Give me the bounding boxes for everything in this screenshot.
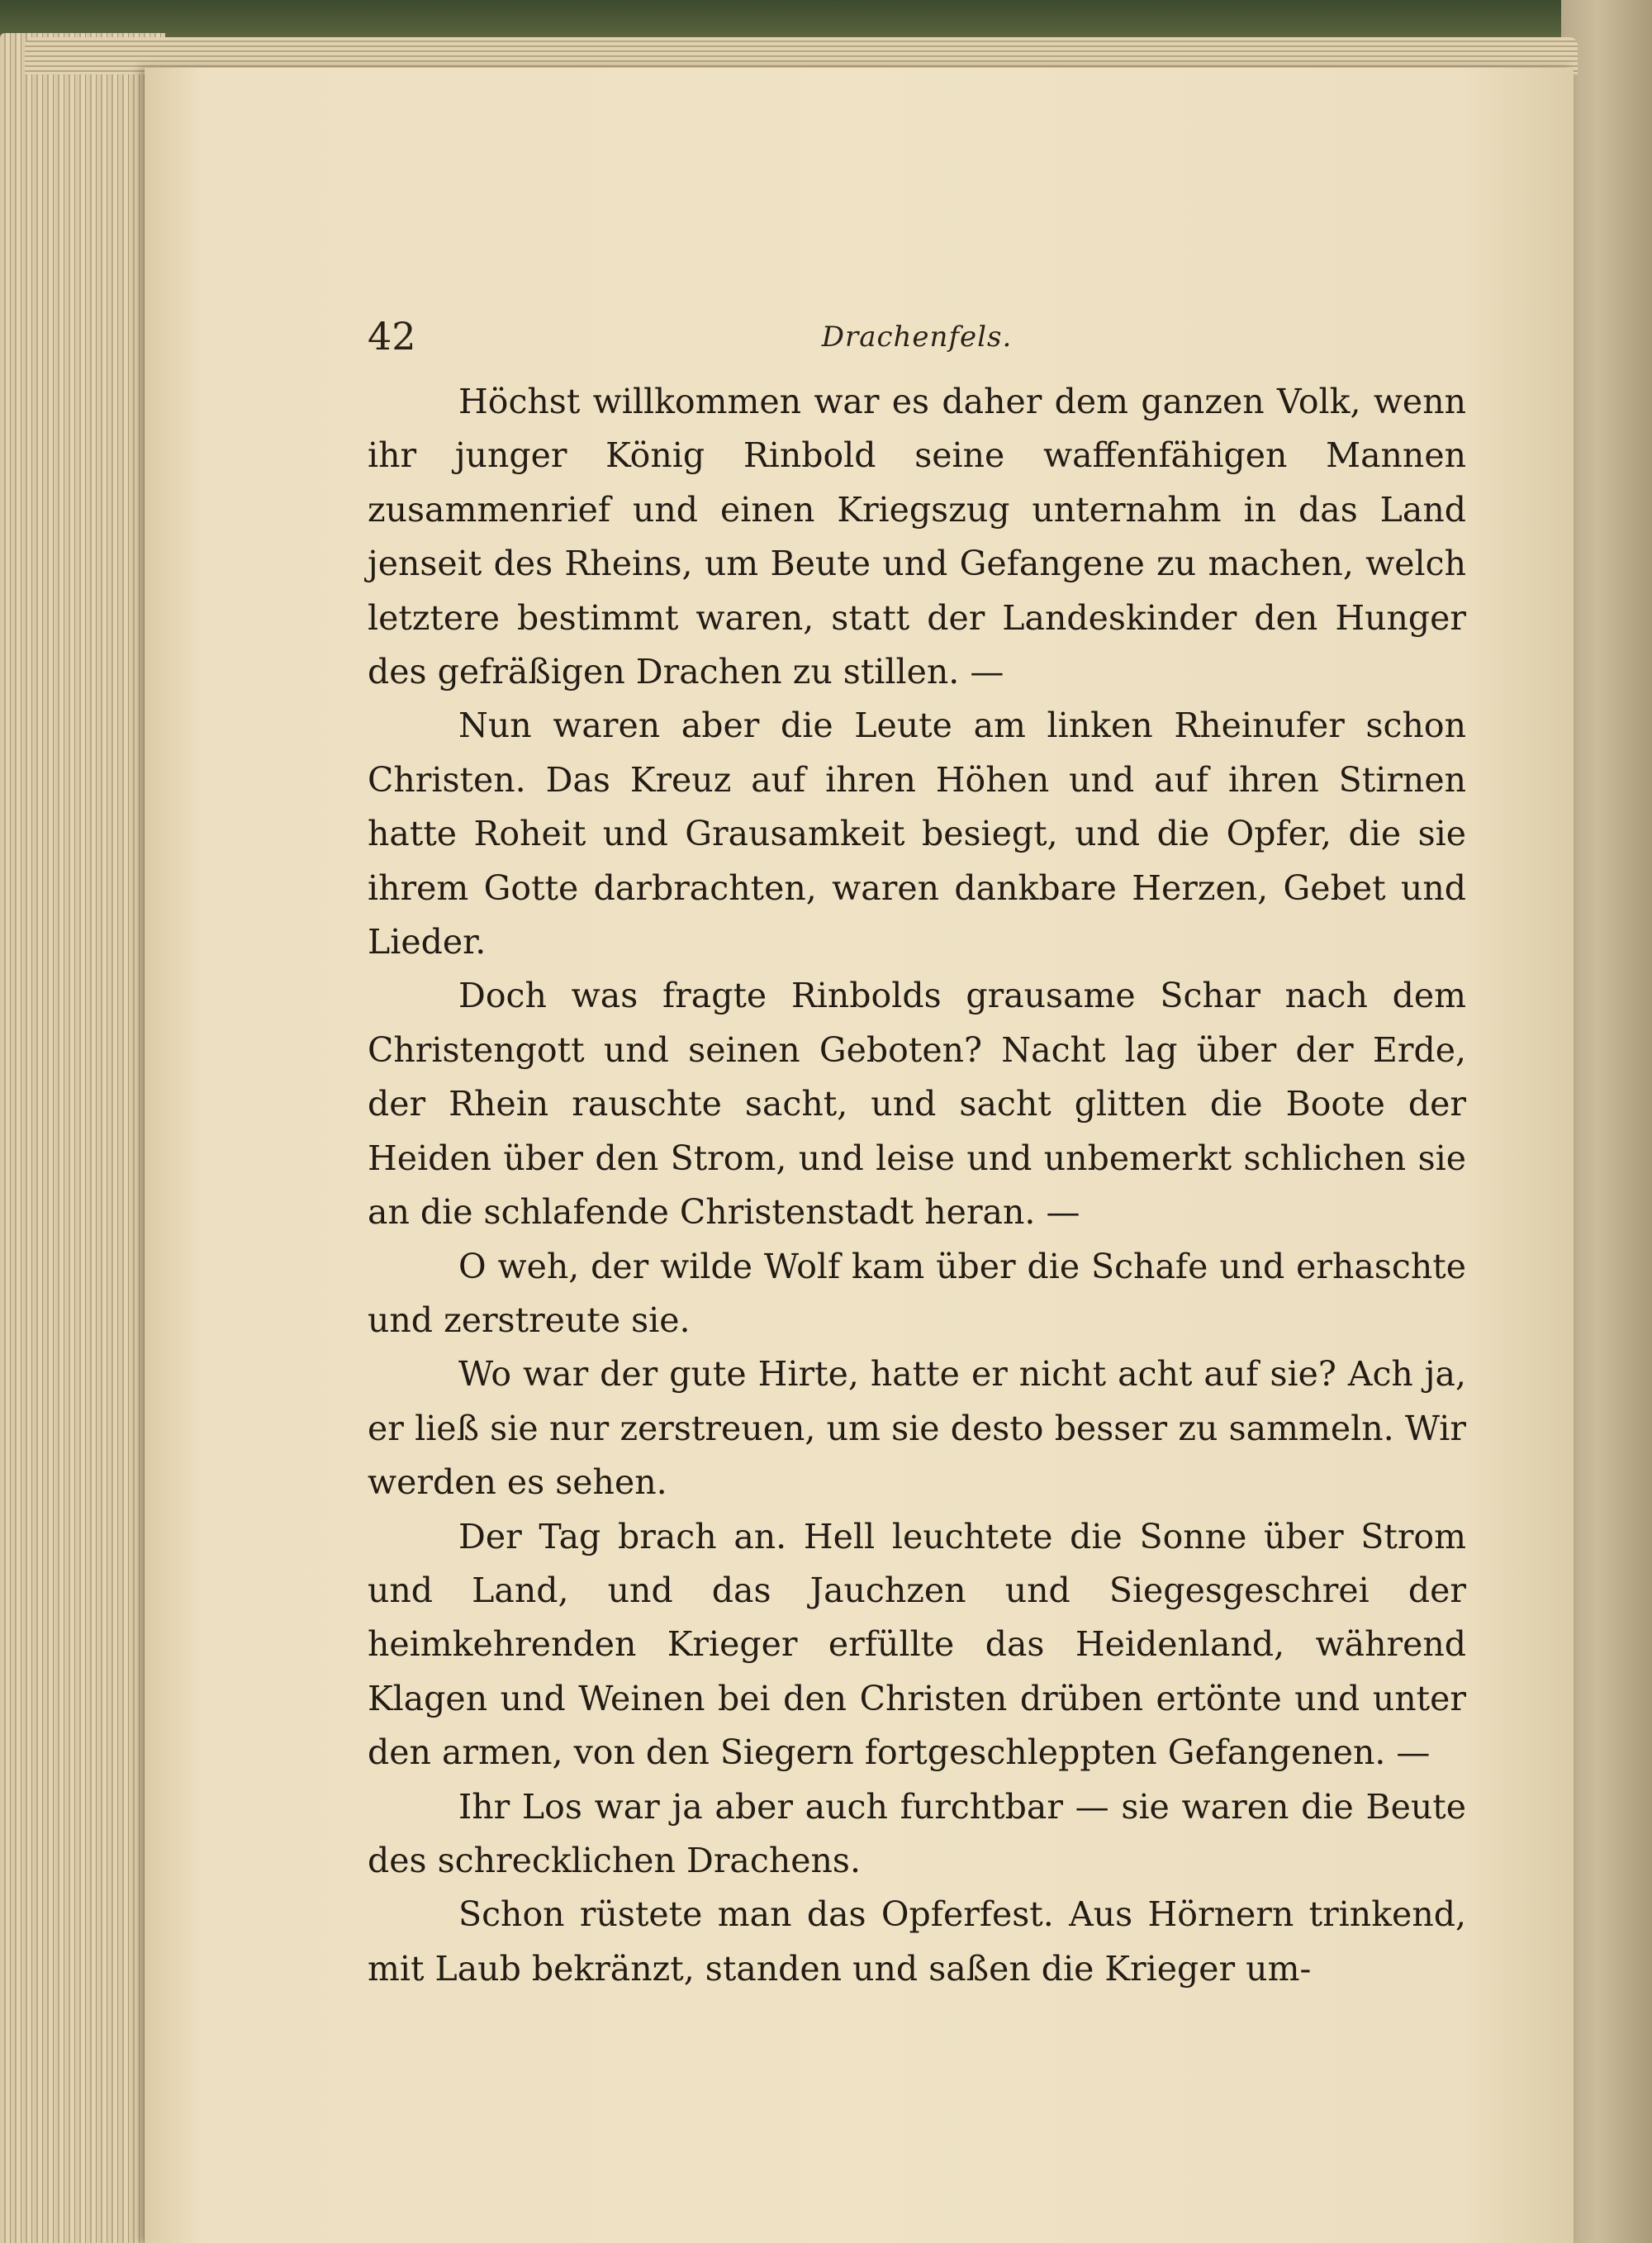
page-text-block — [368, 241, 1466, 1996]
paragraph-5: Wo war der gute Hirte, hatte er nicht acht auf sie? Ach ja, er ließ sie nur zerstreuen, um sie desto besser zu sammeln. Wir werden es sehen. — [368, 1354, 1466, 1503]
paragraph-6: Der Tag brach an. Hell leuchtete die Sonne über Strom und Land, und das Jauchzen und Siegesgeschrei der heimkehrenden Krieger erfüllte das Heidenland, während Klagen und Weinen bei den Christen drüben ertönte und unter den armen, von den Siegern fortgeschleppten Gefangenen. — — [368, 1516, 1466, 1773]
paragraph-7: Ihr Los war ja aber auch furchtbar — sie waren die Beute des schrecklichen Drachens. — [368, 1786, 1466, 1880]
paragraph-4: O weh, der wilde Wolf kam über die Schafe und erhaschte und zerstreute sie. — [368, 1246, 1466, 1340]
paragraph-3: Doch was fragte Rinbolds grausame Schar nach dem Christengott und seinen Geboten? Nacht lag über der Erde, der Rhein rauschte sacht, und sacht glitten die Boote der Heiden über den Strom, und leise und unbemerkt schlichen sie an die schlafende Christenstadt heran. — — [368, 976, 1466, 1233]
page-number: 42 — [368, 314, 416, 359]
paragraph-2: Nun waren aber die Leute am linken Rheinufer schon Christen. Das Kreuz auf ihren Höhen und auf ihren Stirnen hatte Roheit und Grausamkeit besiegt, und die Opfer, die sie ihrem Gotte darbrachten, waren dankbare Herzen, Gebet und Lieder. — [368, 706, 1466, 962]
body-text — [368, 375, 1466, 1996]
book-page — [145, 68, 1574, 2243]
paragraph-1: Höchst willkommen war es daher dem ganzen Volk, wenn ihr junger König Rinbold seine waffenfähigen Mannen zusammenrief und einen Kriegszug unternahm in das Land jenseit des Rheins, um Beute und Gefangene zu machen, welch letztere bestimmt waren, statt der Landeskinder den Hunger des gefräßigen Drachen zu stillen. — — [368, 382, 1466, 692]
page-stack-left-edges — [0, 33, 165, 2243]
paragraph-8: Schon rüstete man das Opferfest. Aus Hörnern trinkend, mit Laub bekränzt, standen und saßen die Krieger um- — [368, 1894, 1466, 1989]
running-head: Drachenfels. — [821, 321, 1013, 354]
book-cover-right-edge — [1561, 0, 1652, 2243]
page-header — [368, 241, 1466, 359]
